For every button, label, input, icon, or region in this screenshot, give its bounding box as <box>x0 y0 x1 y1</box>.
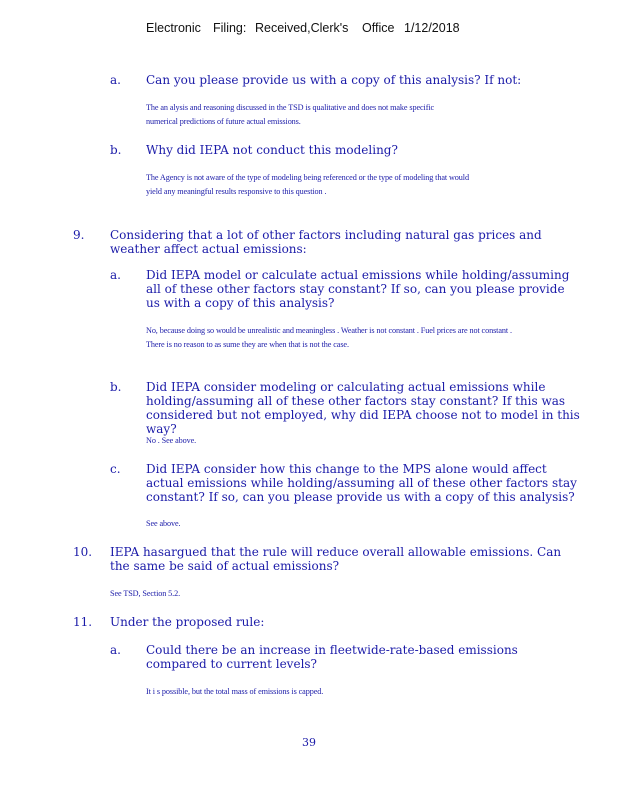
answer-text: It i s possible, but the total mass of emissions is capped. <box>146 687 324 696</box>
answer-text: See above. <box>146 519 181 528</box>
answer-text: The an alysis and reasoning discussed in the TSD is qualitative and does not make specific numerical predictions of future actual emissions. <box>146 103 435 126</box>
item-marker: c. <box>110 462 121 476</box>
item-marker: b. <box>110 380 122 394</box>
header-received: Received,Clerk's <box>255 21 349 35</box>
question-text: Under the proposed rule: <box>110 615 265 629</box>
item-marker: 10. <box>73 545 93 559</box>
question-text: Can you please provide us with a copy of this analysis? If not: <box>146 73 522 87</box>
question-text: Did IEPA consider how this change to the MPS alone would affect actual emissions while holding/assuming all of these other factors stay constant? If so, can you please provide us with a copy of this analysis? <box>146 462 577 504</box>
header-office: Office <box>362 21 395 35</box>
question-text: Did IEPA model or calculate actual emissions while holding/assuming all of these other factors stay constant? If so, can you please provide us with a copy of this analysis? <box>146 268 570 310</box>
item-marker: 9. <box>73 228 85 242</box>
answer-text: The Agency is not aware of the type of modeling being referenced or the type of modeling that would yield any meaningful results responsive to this question . <box>146 173 469 196</box>
item-marker: b. <box>110 143 122 157</box>
question-text: IEPA hasargued that the rule will reduce overall allowable emissions. Can the same be said of actual emissions? <box>110 545 562 573</box>
header-electronic: Electronic <box>146 21 201 35</box>
question-text: Considering that a lot of other factors including natural gas prices and weather affect actual emissions: <box>110 228 542 256</box>
question-text: Did IEPA consider modeling or calculating actual emissions while holding/assuming all of these other factors stay constant? If this was considered but not employed, why did IEPA choose not to model in this way? <box>146 380 580 436</box>
answer-text: See TSD, Section 5.2. <box>110 589 181 598</box>
question-text: Why did IEPA not conduct this modeling? <box>146 143 398 157</box>
answer-text: No . See above. <box>146 436 197 445</box>
page-number: 39 <box>302 736 316 749</box>
item-marker: a. <box>110 643 121 657</box>
header-filing: Filing: <box>213 21 247 35</box>
item-marker: 11. <box>73 615 93 629</box>
item-marker: a. <box>110 73 121 87</box>
answer-text: No, because doing so would be unrealistic and meaningless . Weather is not constant . Fuel prices are not constant . There is no reason to as sume they are when that is not the case. <box>146 326 512 349</box>
question-text: Could there be an increase in fleetwide-rate-based emissions compared to current levels? <box>146 643 518 671</box>
item-marker: a. <box>110 268 121 282</box>
header-date: 1/12/2018 <box>404 21 460 35</box>
